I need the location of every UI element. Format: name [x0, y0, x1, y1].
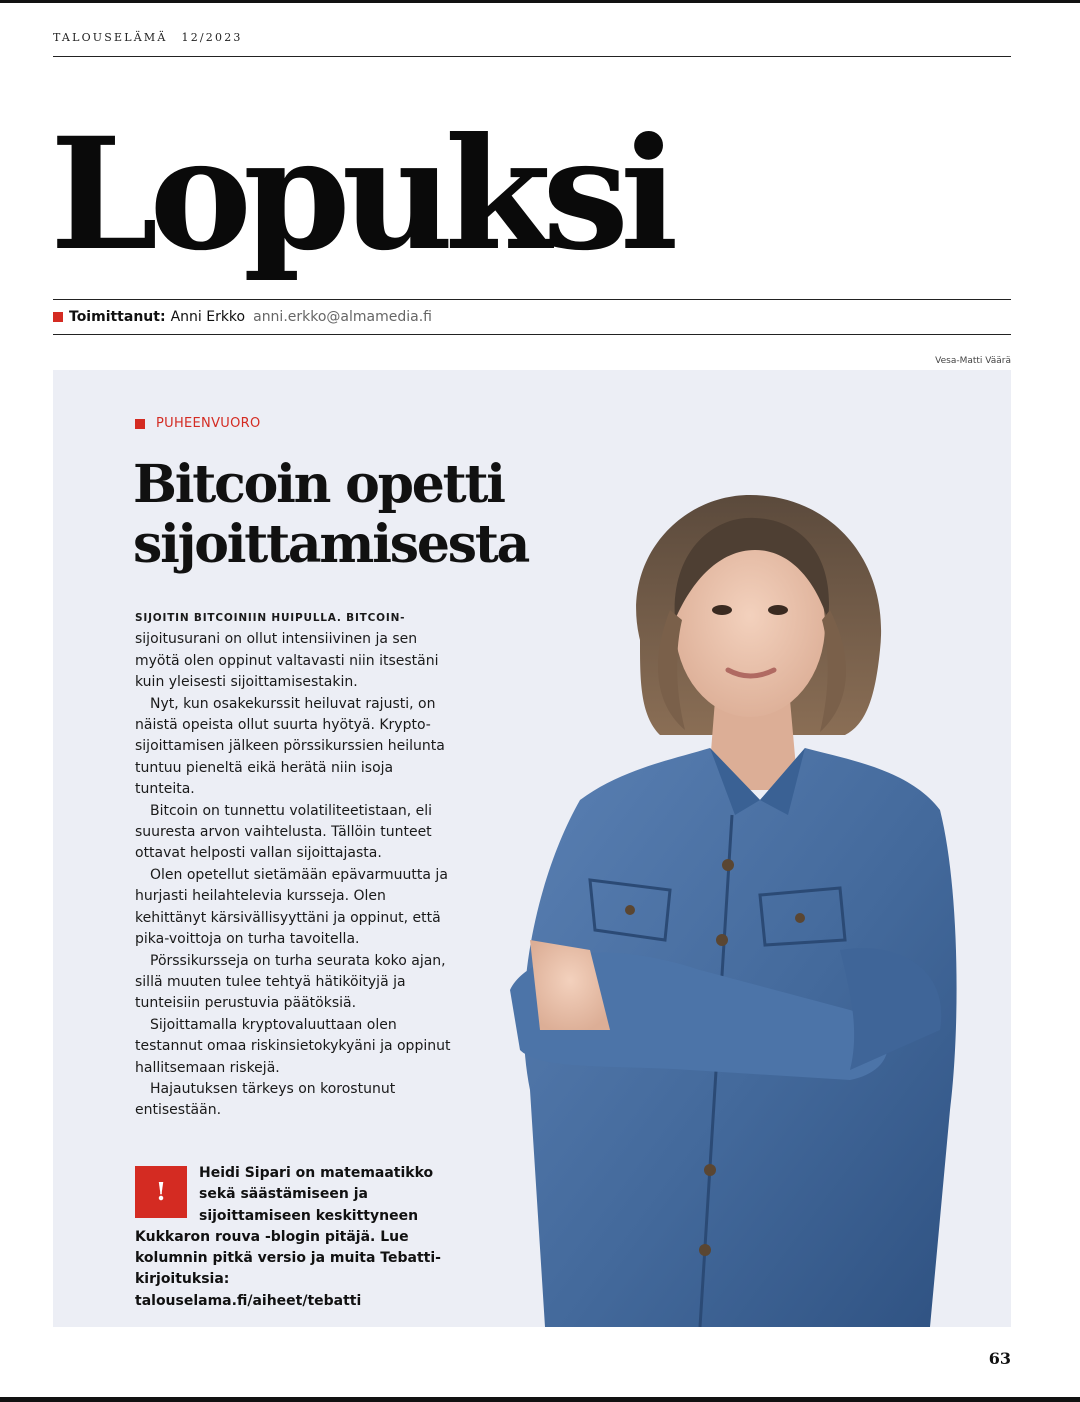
page-bottom-border [0, 1397, 1080, 1402]
editor-line [53, 307, 432, 327]
body-paragraph: SIJOITIN BITCOINIIN HUIPULLA. BITCOIN- sijoitusurani on ollut intensiivinen ja sen myötä olen oppinut valtavasti niin itsestäni kuin yleisesti sijoittamisestakin. [135, 612, 439, 691]
page-number: 63 [988, 1349, 1011, 1368]
body-paragraph: Hajautuksen tärkeys on korostunut entisestään. [135, 1080, 396, 1119]
section-title: Lopuksi [50, 104, 670, 285]
body-paragraph: Sijoittamalla kryptovaluuttaan olen testannut omaa riskinsietokykyäni ja oppinut hallitsemaan riskejä. [135, 1016, 451, 1076]
author-info-box [135, 1163, 445, 1312]
editor-email: anni.erkko@almamedia.fi [253, 309, 432, 325]
editor-label: Toimittanut: [69, 309, 166, 325]
article-kicker [135, 416, 261, 431]
body-paragraph: Nyt, kun osakekurssit heiluvat rajusti, on näistä opeista ollut suurta hyötyä. Krypto-sijoittamisen jälkeen pörssikurssien heilunta tuntuu pieneltä eikä herätä niin isoja tunteita. [135, 695, 445, 798]
lead-caps: SIJOITIN BITCOINIIN HUIPULLA. BITCOIN- [135, 612, 406, 624]
author-bio: Heidi Sipari on matemaatikko sekä säästämiseen ja sijoittamiseen keskittyneen Kukkaron rouva -blogin pitäjä. Lue kolumnin pitkä versio ja muita Tebatti-kirjoituksia: talouselama.fi/aiheet/tebatti [135, 1165, 441, 1309]
editor-rule-bottom [53, 334, 1011, 335]
portrait-photo [470, 470, 990, 1327]
running-head [53, 31, 243, 44]
publication-name: TALOUSELÄMÄ [53, 31, 168, 44]
exclamation-icon: ! [135, 1166, 187, 1218]
header-rule [53, 56, 1011, 57]
photo-credit: Vesa-Matti Väärä [935, 356, 1011, 366]
kicker-square-icon [135, 419, 145, 429]
kicker-label: PUHEENVUORO [156, 416, 261, 431]
article-headline: Bitcoin opetti sijoittamisesta [133, 454, 529, 575]
body-paragraph: Bitcoin on tunnettu volatiliteetistaan, eli suuresta arvon vaihtelusta. Tällöin tunteet ottavat helposti vallan sijoittajasta. [135, 802, 433, 862]
red-square-icon [53, 312, 63, 322]
editor-rule-top [53, 299, 1011, 300]
editor-name: Anni Erkko [170, 309, 246, 325]
body-paragraph: Olen opetellut sietämään epävarmuutta ja hurjasti heilahtelevia kursseja. Olen kehittänyt kärsivällisyyttäni ja oppinut, että pika-voittoja on turha tavoitella. [135, 866, 448, 948]
body-paragraph: Pörssikursseja on turha seurata koko ajan, sillä muuten tulee tehtyä hätiköityjä ja tunteisiin perustuvia päätöksiä. [135, 952, 446, 1012]
issue-number: 12/2023 [181, 31, 243, 44]
article-body [135, 607, 455, 1122]
page-top-border [0, 0, 1080, 3]
